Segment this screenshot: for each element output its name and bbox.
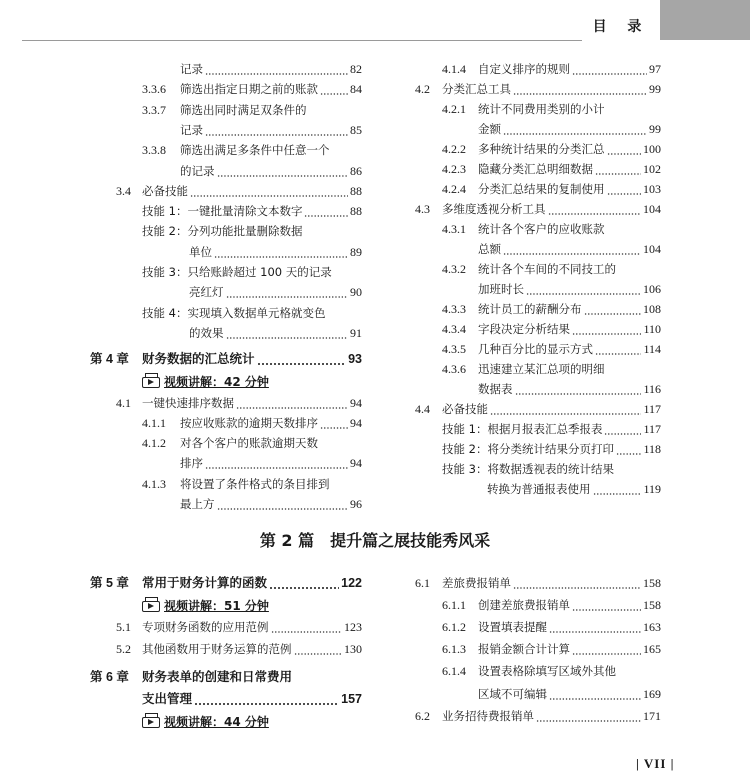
toc-entry-title: 技能 4：实现填入数据单元格就变色 [142,305,326,320]
toc-entry-title: 统计员工的薪酬分布 [478,302,582,316]
toc-entry-number: 3.3.6 [142,82,166,97]
toc-entry[interactable] [415,219,661,239]
toc-entry-page: 82 [350,62,362,76]
toc-entry-number: 4.3 [415,202,430,216]
toc-entry-number: 4.1.1 [142,415,166,430]
toc-dot-leader [205,120,348,140]
toc-dot-leader [236,393,348,413]
toc-entry-number: 3.4 [116,183,131,198]
toc-entry[interactable] [415,239,661,259]
toc-entry-title: 加班时长 [478,282,524,296]
toc-entry-title: 隐藏分类汇总明细数据 [478,162,593,176]
toc-entry[interactable] [90,221,362,241]
toc-dot-leader [593,479,641,499]
toc-entry-title: 统计各个客户的应收账款 [478,222,605,236]
toc-entry-number: 4.1 [116,395,131,410]
toc-entry-page: 130 [344,641,362,656]
toc-entry[interactable] [415,259,661,279]
toc-dot-leader [549,684,641,704]
header-title: 目 录 [592,19,650,35]
toc-entry-title: 筛选出满足多条件中任意一个 [180,143,330,158]
toc-entry[interactable] [90,689,362,709]
toc-entry-page: 99 [649,82,661,96]
toc-entry-title: 总额 [478,242,501,256]
toc-entry-number: 4.1.4 [442,62,466,76]
toc-entry-number: 3.3.7 [142,102,166,117]
toc-entry-title: 单位 [189,244,212,259]
toc-entry[interactable] [90,140,362,160]
toc-entry-page: 103 [643,182,661,196]
toc-entry-number: 第 4 章 [90,352,129,367]
toc-entry-page: 89 [350,244,362,259]
toc-entry[interactable] [90,433,362,453]
toc-entry[interactable] [90,573,362,593]
toc-dot-leader [294,639,342,659]
toc-dot-leader [503,119,647,139]
toc-dot-leader [572,59,647,79]
toc-entry-title: 必备技能 [442,402,488,416]
toc-entry[interactable] [90,393,362,413]
toc-entry-page: 94 [350,415,362,430]
toc-entry-title: 技能 2：将分类统计结果分页打印 [442,442,614,456]
toc-entry[interactable] [415,199,661,219]
toc-entry-title: 专项财务函数的应用范例 [142,620,269,635]
toc-entry[interactable] [415,59,661,79]
toc-dot-leader [217,494,348,514]
toc-entry-number: 6.1.1 [442,598,466,613]
toc-entry-title: 记录 [180,62,203,76]
video-duration-label: 视频讲解：44 分钟 [164,714,269,729]
toc-entry-page: 157 [341,692,362,707]
toc-entry-page: 94 [350,395,362,410]
toc-entry-title: 数据表 [478,382,513,396]
page-number: | VII | [636,756,675,771]
toc-dot-leader [304,201,348,221]
toc-entry[interactable] [90,494,362,514]
toc-entry-title: 必备技能 [142,183,188,198]
toc-dot-leader [257,349,346,369]
toc-entry-page: 117 [643,402,661,416]
video-icon [142,377,160,388]
toc-dot-leader [513,573,641,593]
video-icon [142,601,160,612]
toc-entry-number: 5.1 [116,620,131,635]
toc-entry-number: 4.3.2 [442,262,466,276]
toc-entry-title: 技能 3：只给账龄超过 100 天的记录 [142,265,332,279]
toc-entry-page: 106 [643,282,661,296]
toc-entry-number: 6.1.3 [442,642,466,657]
toc-entry-number: 4.1.2 [142,436,166,451]
toc-entry[interactable] [90,303,362,323]
toc-entry[interactable] [90,639,362,659]
toc-entry[interactable] [90,323,362,343]
toc-entry[interactable] [415,119,661,139]
toc-entry-title: 对各个客户的账款逾期天数 [180,436,318,451]
toc-dot-leader [549,617,641,637]
toc-dot-leader [205,59,348,79]
toc-entry[interactable] [90,667,362,687]
toc-entry[interactable] [90,100,362,120]
toc-entry-title: 一键快速排序数据 [142,395,234,410]
toc-entry-title: 设置表格除填写区域外其他 [478,664,616,679]
toc-entry-page: 158 [643,598,661,613]
toc-entry-title: 迅速建立某汇总项的明细 [478,362,605,376]
toc-entry[interactable] [90,79,362,99]
toc-entry[interactable] [415,459,661,479]
video-duration-label: 视频讲解：42 分钟 [164,375,269,390]
toc-entry-number: 第 5 章 [90,576,129,590]
toc-entry-page: 96 [350,497,362,511]
toc-entry-title: 技能 1：一键批量清除文本数字 [142,204,303,219]
toc-entry[interactable] [415,279,661,299]
video-icon [142,717,160,728]
toc-dot-leader [205,453,348,473]
toc-entry[interactable] [415,419,661,439]
toc-entry-page: 94 [350,456,362,471]
toc-entry[interactable] [415,179,661,199]
toc-entry[interactable] [415,617,661,637]
toc-entry-number: 4.2.3 [442,162,466,176]
toc-entry-page: 169 [643,686,661,701]
toc-entry-title: 金额 [478,122,501,136]
toc-entry[interactable] [415,79,661,99]
toc-entry-title: 字段决定分析结果 [478,322,570,336]
toc-entry-title: 按应收账款的逾期天数排序 [180,415,318,430]
toc-dot-leader [536,706,641,726]
toc-dot-leader [269,573,339,593]
toc-entry-title: 报销金额合计计算 [478,642,570,657]
toc-entry-page: 100 [643,142,661,156]
toc-entry[interactable] [90,474,362,494]
toc-dot-leader [226,282,348,302]
toc-entry[interactable] [415,399,661,419]
toc-entry-title: 最上方 [180,497,215,511]
toc-entry-page: 88 [350,183,362,198]
toc-entry-number: 4.2 [415,82,430,96]
toc-entry-page: 114 [643,342,661,356]
toc-dot-leader [604,419,641,439]
toc-entry-title: 技能 2：分列功能批量删除数据 [142,224,303,239]
toc-entry-title: 统计各个车间的不同技工的 [478,262,616,276]
toc-entry-title: 统计不同费用类别的小计 [478,102,605,116]
toc-dot-leader [503,239,641,259]
toc-dot-leader [548,199,641,219]
toc-entry[interactable] [415,479,661,499]
toc-dot-leader [214,242,348,262]
toc-entry-title: 筛选出同时满足双条件的 [180,102,307,117]
toc-entry-page: 108 [643,302,661,316]
toc-entry-number: 5.2 [116,641,131,656]
toc-entry-page: 171 [643,708,661,723]
toc-entry[interactable] [90,262,362,282]
toc-entry[interactable] [90,59,362,79]
toc-entry[interactable] [415,439,661,459]
toc-dot-leader [607,179,641,199]
toc-entry[interactable] [90,201,362,221]
toc-dot-leader [607,139,641,159]
header-block [660,0,750,40]
toc-dot-leader [194,689,339,709]
toc-entry-page: 123 [344,620,362,635]
toc-entry-title: 排序 [180,456,203,471]
toc-entry-number: 4.3.1 [442,222,466,236]
toc-entry[interactable] [415,99,661,119]
toc-entry-title: 亮红灯 [189,285,224,300]
toc-entry[interactable] [415,359,661,379]
toc-entry-number: 4.4 [415,402,430,416]
toc-entry-page: 118 [643,442,661,456]
toc-entry-title: 多维度透视分析工具 [442,202,546,216]
toc-entry-page: 84 [350,82,362,97]
toc-entry[interactable] [90,120,362,140]
toc-entry[interactable] [415,684,661,704]
toc-entry-title: 几种百分比的显示方式 [478,342,593,356]
toc-dot-leader [526,279,641,299]
toc-dot-leader [572,595,641,615]
toc-entry[interactable] [415,339,661,359]
toc-entry-page: 90 [350,285,362,300]
toc-entry-title: 创建差旅费报销单 [478,598,570,613]
toc-entry-title: 筛选出指定日期之前的账款 [180,82,318,97]
toc-entry-title: 差旅费报销单 [442,576,511,590]
header-rule [22,40,582,41]
toc-entry-title: 其他函数用于财务运算的范例 [142,641,292,656]
toc-entry[interactable] [415,299,661,319]
toc-entry-title: 转换为普通报表使用 [487,482,591,496]
toc-dot-leader [490,399,641,419]
toc-entry[interactable] [415,159,661,179]
toc-dot-leader [217,161,348,181]
toc-entry[interactable] [90,161,362,181]
toc-entry[interactable] [415,661,661,681]
toc-entry[interactable] [415,139,661,159]
toc-entry-number: 6.1 [415,576,430,590]
toc-entry[interactable] [90,413,362,433]
toc-dot-leader [226,323,348,343]
toc-entry-title: 将设置了条件格式的条目排到 [180,476,330,491]
toc-entry-page: 91 [350,325,362,340]
toc-entry[interactable] [90,617,362,637]
toc-entry-number: 3.3.8 [142,143,166,158]
toc-entry-title: 财务数据的汇总统计 [142,351,255,367]
toc-dot-leader [513,79,647,99]
toc-entry-title: 自定义排序的规则 [478,62,570,76]
toc-dot-leader [572,639,641,659]
toc-entry-page: 88 [350,204,362,219]
toc-entry-title: 的记录 [180,163,215,178]
toc-entry-title: 支出管理 [142,691,193,707]
toc-entry-title: 业务招待费报销单 [442,708,534,723]
toc-entry-number: 6.1.2 [442,620,466,635]
toc-entry[interactable] [415,319,661,339]
toc-entry[interactable] [90,453,362,473]
toc-entry-page: 102 [643,162,661,176]
video-duration-label: 视频讲解：51 分钟 [164,598,269,613]
toc-entry-page: 165 [643,642,661,657]
toc-entry[interactable] [90,242,362,262]
toc-entry-number: 4.3.6 [442,362,466,376]
toc-entry-page: 110 [643,322,661,336]
toc-entry-title: 常用于财务计算的函数 [142,575,268,590]
toc-entry-title: 分类汇总结果的复制使用 [478,182,605,196]
toc-entry-title: 分类汇总工具 [442,82,511,96]
toc-entry-page: 99 [649,122,661,136]
toc-dot-leader [190,181,348,201]
toc-entry-title: 多种统计结果的分类汇总 [478,142,605,156]
toc-entry-page: 163 [643,620,661,635]
toc-entry-number: 4.3.4 [442,322,466,336]
toc-entry-page: 158 [643,576,661,590]
toc-entry-number: 4.3.3 [442,302,466,316]
toc-entry[interactable] [415,639,661,659]
toc-entry-title: 区域不可编辑 [478,686,547,701]
toc-dot-leader [320,79,348,99]
toc-entry-number: 6.1.4 [442,664,466,679]
toc-entry-page: 117 [643,422,661,436]
toc-dot-leader [595,159,641,179]
toc-dot-leader [595,339,641,359]
toc-dot-leader [320,413,348,433]
toc-entry-title: 设置填表提醒 [478,620,547,635]
toc-dot-leader [271,617,342,637]
toc-entry-page: 86 [350,163,362,178]
toc-entry-page: 97 [649,62,661,76]
toc-entry-number: 4.3.5 [442,342,466,356]
toc-entry-number: 第 6 章 [90,669,129,684]
toc-entry-number: 6.2 [415,708,430,723]
toc-entry-title: 技能 1：根据月报表汇总季报表 [442,422,603,436]
toc-entry[interactable] [415,706,661,726]
toc-entry-title: 技能 3：将数据透视表的统计结果 [442,462,614,476]
toc-entry-number: 4.2.4 [442,182,466,196]
toc-entry-number: 4.1.3 [142,476,166,491]
toc-entry-page: 93 [348,352,362,367]
toc-entry[interactable] [415,573,661,593]
toc-entry[interactable] [90,282,362,302]
toc-entry-page: 104 [643,202,661,216]
toc-entry-title: 的效果 [189,325,224,340]
toc-entry-number: 4.2.1 [442,102,466,116]
toc-entry-page: 104 [643,242,661,256]
toc-entry[interactable] [90,181,362,201]
toc-entry-page: 119 [643,482,661,496]
toc-dot-leader [584,299,641,319]
toc-dot-leader [616,439,641,459]
toc-entry[interactable] [90,349,362,369]
toc-entry[interactable] [415,379,661,399]
toc-entry[interactable] [415,595,661,615]
toc-entry-page: 85 [350,122,362,137]
toc-entry-title: 财务表单的创建和日常费用 [142,668,293,684]
toc-dot-leader [515,379,641,399]
toc-dot-leader [572,319,641,339]
toc-entry-number: 4.2.2 [442,142,466,156]
toc-entry-page: 122 [341,576,362,590]
toc-entry-page: 116 [643,382,661,396]
toc-entry-title: 记录 [180,122,203,137]
part-title: 第 2 篇 提升篇之展技能秀风采 [259,531,491,550]
